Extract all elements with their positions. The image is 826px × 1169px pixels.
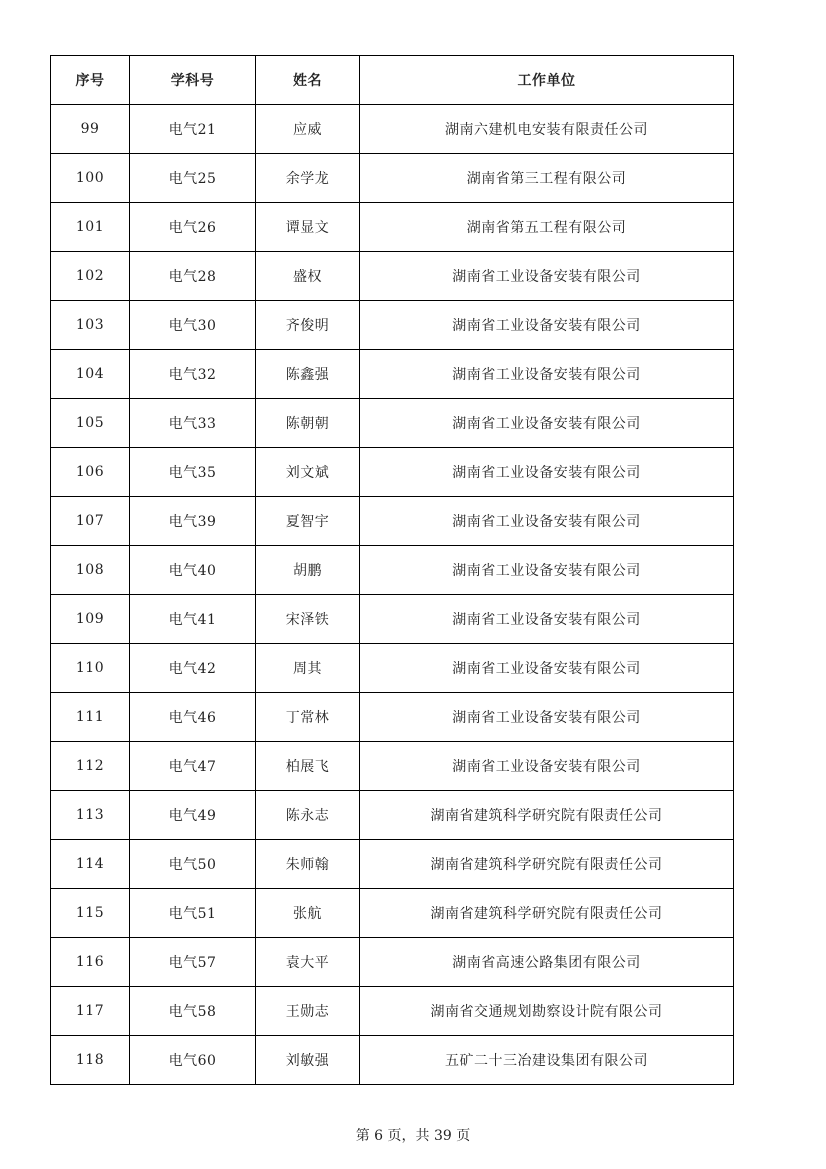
cell-employer: 湖南六建机电安装有限责任公司 (360, 105, 734, 154)
table-row (51, 1036, 734, 1085)
cell-index: 108 (51, 546, 130, 595)
cell-subject-code: 电气41 (130, 595, 256, 644)
cell-index: 117 (51, 987, 130, 1036)
cell-name: 盛权 (256, 252, 360, 301)
cell-name: 周其 (256, 644, 360, 693)
page-number: 第 6 页，共 39 页 (355, 1128, 471, 1144)
cell-index: 111 (51, 693, 130, 742)
cell-subject-code: 电气58 (130, 987, 256, 1036)
cell-employer: 湖南省工业设备安装有限公司 (360, 252, 734, 301)
cell-name: 丁常林 (256, 693, 360, 742)
table-row (51, 595, 734, 644)
cell-employer: 湖南省第五工程有限公司 (360, 203, 734, 252)
cell-subject-code: 电气57 (130, 938, 256, 987)
cell-employer: 湖南省工业设备安装有限公司 (360, 644, 734, 693)
cell-index: 113 (51, 791, 130, 840)
cell-name: 宋泽铁 (256, 595, 360, 644)
cell-subject-code: 电气35 (130, 448, 256, 497)
cell-subject-code: 电气33 (130, 399, 256, 448)
roster-table (50, 55, 734, 1085)
cell-name: 柏展飞 (256, 742, 360, 791)
cell-name: 齐俊明 (256, 301, 360, 350)
cell-subject-code: 电气28 (130, 252, 256, 301)
cell-employer: 湖南省工业设备安装有限公司 (360, 742, 734, 791)
cell-name: 朱师翰 (256, 840, 360, 889)
cell-subject-code: 电气49 (130, 791, 256, 840)
cell-name: 陈永志 (256, 791, 360, 840)
table-row (51, 791, 734, 840)
cell-employer: 湖南省交通规划勘察设计院有限公司 (360, 987, 734, 1036)
cell-index: 116 (51, 938, 130, 987)
cell-employer: 湖南省工业设备安装有限公司 (360, 350, 734, 399)
table-row (51, 154, 734, 203)
header-row (51, 56, 734, 105)
header-employer: 工作单位 (360, 56, 734, 105)
cell-index: 114 (51, 840, 130, 889)
table-row (51, 546, 734, 595)
cell-index: 103 (51, 301, 130, 350)
header-subject-code: 学科号 (130, 56, 256, 105)
cell-name: 夏智宇 (256, 497, 360, 546)
table-row (51, 399, 734, 448)
cell-subject-code: 电气21 (130, 105, 256, 154)
cell-name: 余学龙 (256, 154, 360, 203)
cell-subject-code: 电气51 (130, 889, 256, 938)
cell-name: 王勋志 (256, 987, 360, 1036)
cell-employer: 湖南省工业设备安装有限公司 (360, 301, 734, 350)
cell-employer: 湖南省工业设备安装有限公司 (360, 693, 734, 742)
cell-subject-code: 电气46 (130, 693, 256, 742)
cell-subject-code: 电气47 (130, 742, 256, 791)
cell-subject-code: 电气60 (130, 1036, 256, 1085)
cell-index: 106 (51, 448, 130, 497)
cell-index: 107 (51, 497, 130, 546)
table-row (51, 448, 734, 497)
table-body (51, 105, 734, 1085)
cell-name: 张航 (256, 889, 360, 938)
table-row (51, 938, 734, 987)
cell-subject-code: 电气50 (130, 840, 256, 889)
cell-employer: 五矿二十三冶建设集团有限公司 (360, 1036, 734, 1085)
cell-subject-code: 电气32 (130, 350, 256, 399)
table-row (51, 987, 734, 1036)
cell-index: 115 (51, 889, 130, 938)
cell-employer: 湖南省工业设备安装有限公司 (360, 595, 734, 644)
cell-employer: 湖南省工业设备安装有限公司 (360, 448, 734, 497)
header-name: 姓名 (256, 56, 360, 105)
table-row (51, 889, 734, 938)
cell-employer: 湖南省高速公路集团有限公司 (360, 938, 734, 987)
table-row (51, 497, 734, 546)
table-row (51, 840, 734, 889)
cell-index: 102 (51, 252, 130, 301)
cell-index: 105 (51, 399, 130, 448)
cell-index: 110 (51, 644, 130, 693)
cell-employer: 湖南省第三工程有限公司 (360, 154, 734, 203)
table-row (51, 105, 734, 154)
table-row (51, 203, 734, 252)
cell-employer: 湖南省工业设备安装有限公司 (360, 497, 734, 546)
cell-name: 应威 (256, 105, 360, 154)
cell-index: 104 (51, 350, 130, 399)
cell-name: 胡鹏 (256, 546, 360, 595)
cell-name: 陈朝朝 (256, 399, 360, 448)
cell-name: 陈鑫强 (256, 350, 360, 399)
cell-employer: 湖南省建筑科学研究院有限责任公司 (360, 791, 734, 840)
cell-employer: 湖南省工业设备安装有限公司 (360, 546, 734, 595)
header-index: 序号 (51, 56, 130, 105)
cell-subject-code: 电气26 (130, 203, 256, 252)
table-row (51, 742, 734, 791)
cell-subject-code: 电气39 (130, 497, 256, 546)
cell-employer: 湖南省建筑科学研究院有限责任公司 (360, 840, 734, 889)
cell-name: 刘敏强 (256, 1036, 360, 1085)
cell-index: 99 (51, 105, 130, 154)
table-row (51, 252, 734, 301)
cell-subject-code: 电气40 (130, 546, 256, 595)
table-row (51, 301, 734, 350)
cell-subject-code: 电气42 (130, 644, 256, 693)
cell-employer: 湖南省建筑科学研究院有限责任公司 (360, 889, 734, 938)
table-row (51, 693, 734, 742)
cell-employer: 湖南省工业设备安装有限公司 (360, 399, 734, 448)
table-row (51, 644, 734, 693)
cell-index: 118 (51, 1036, 130, 1085)
cell-index: 100 (51, 154, 130, 203)
cell-name: 袁大平 (256, 938, 360, 987)
cell-name: 刘文斌 (256, 448, 360, 497)
table-row (51, 350, 734, 399)
cell-name: 谭显文 (256, 203, 360, 252)
cell-subject-code: 电气30 (130, 301, 256, 350)
cell-index: 112 (51, 742, 130, 791)
cell-index: 109 (51, 595, 130, 644)
cell-subject-code: 电气25 (130, 154, 256, 203)
cell-index: 101 (51, 203, 130, 252)
